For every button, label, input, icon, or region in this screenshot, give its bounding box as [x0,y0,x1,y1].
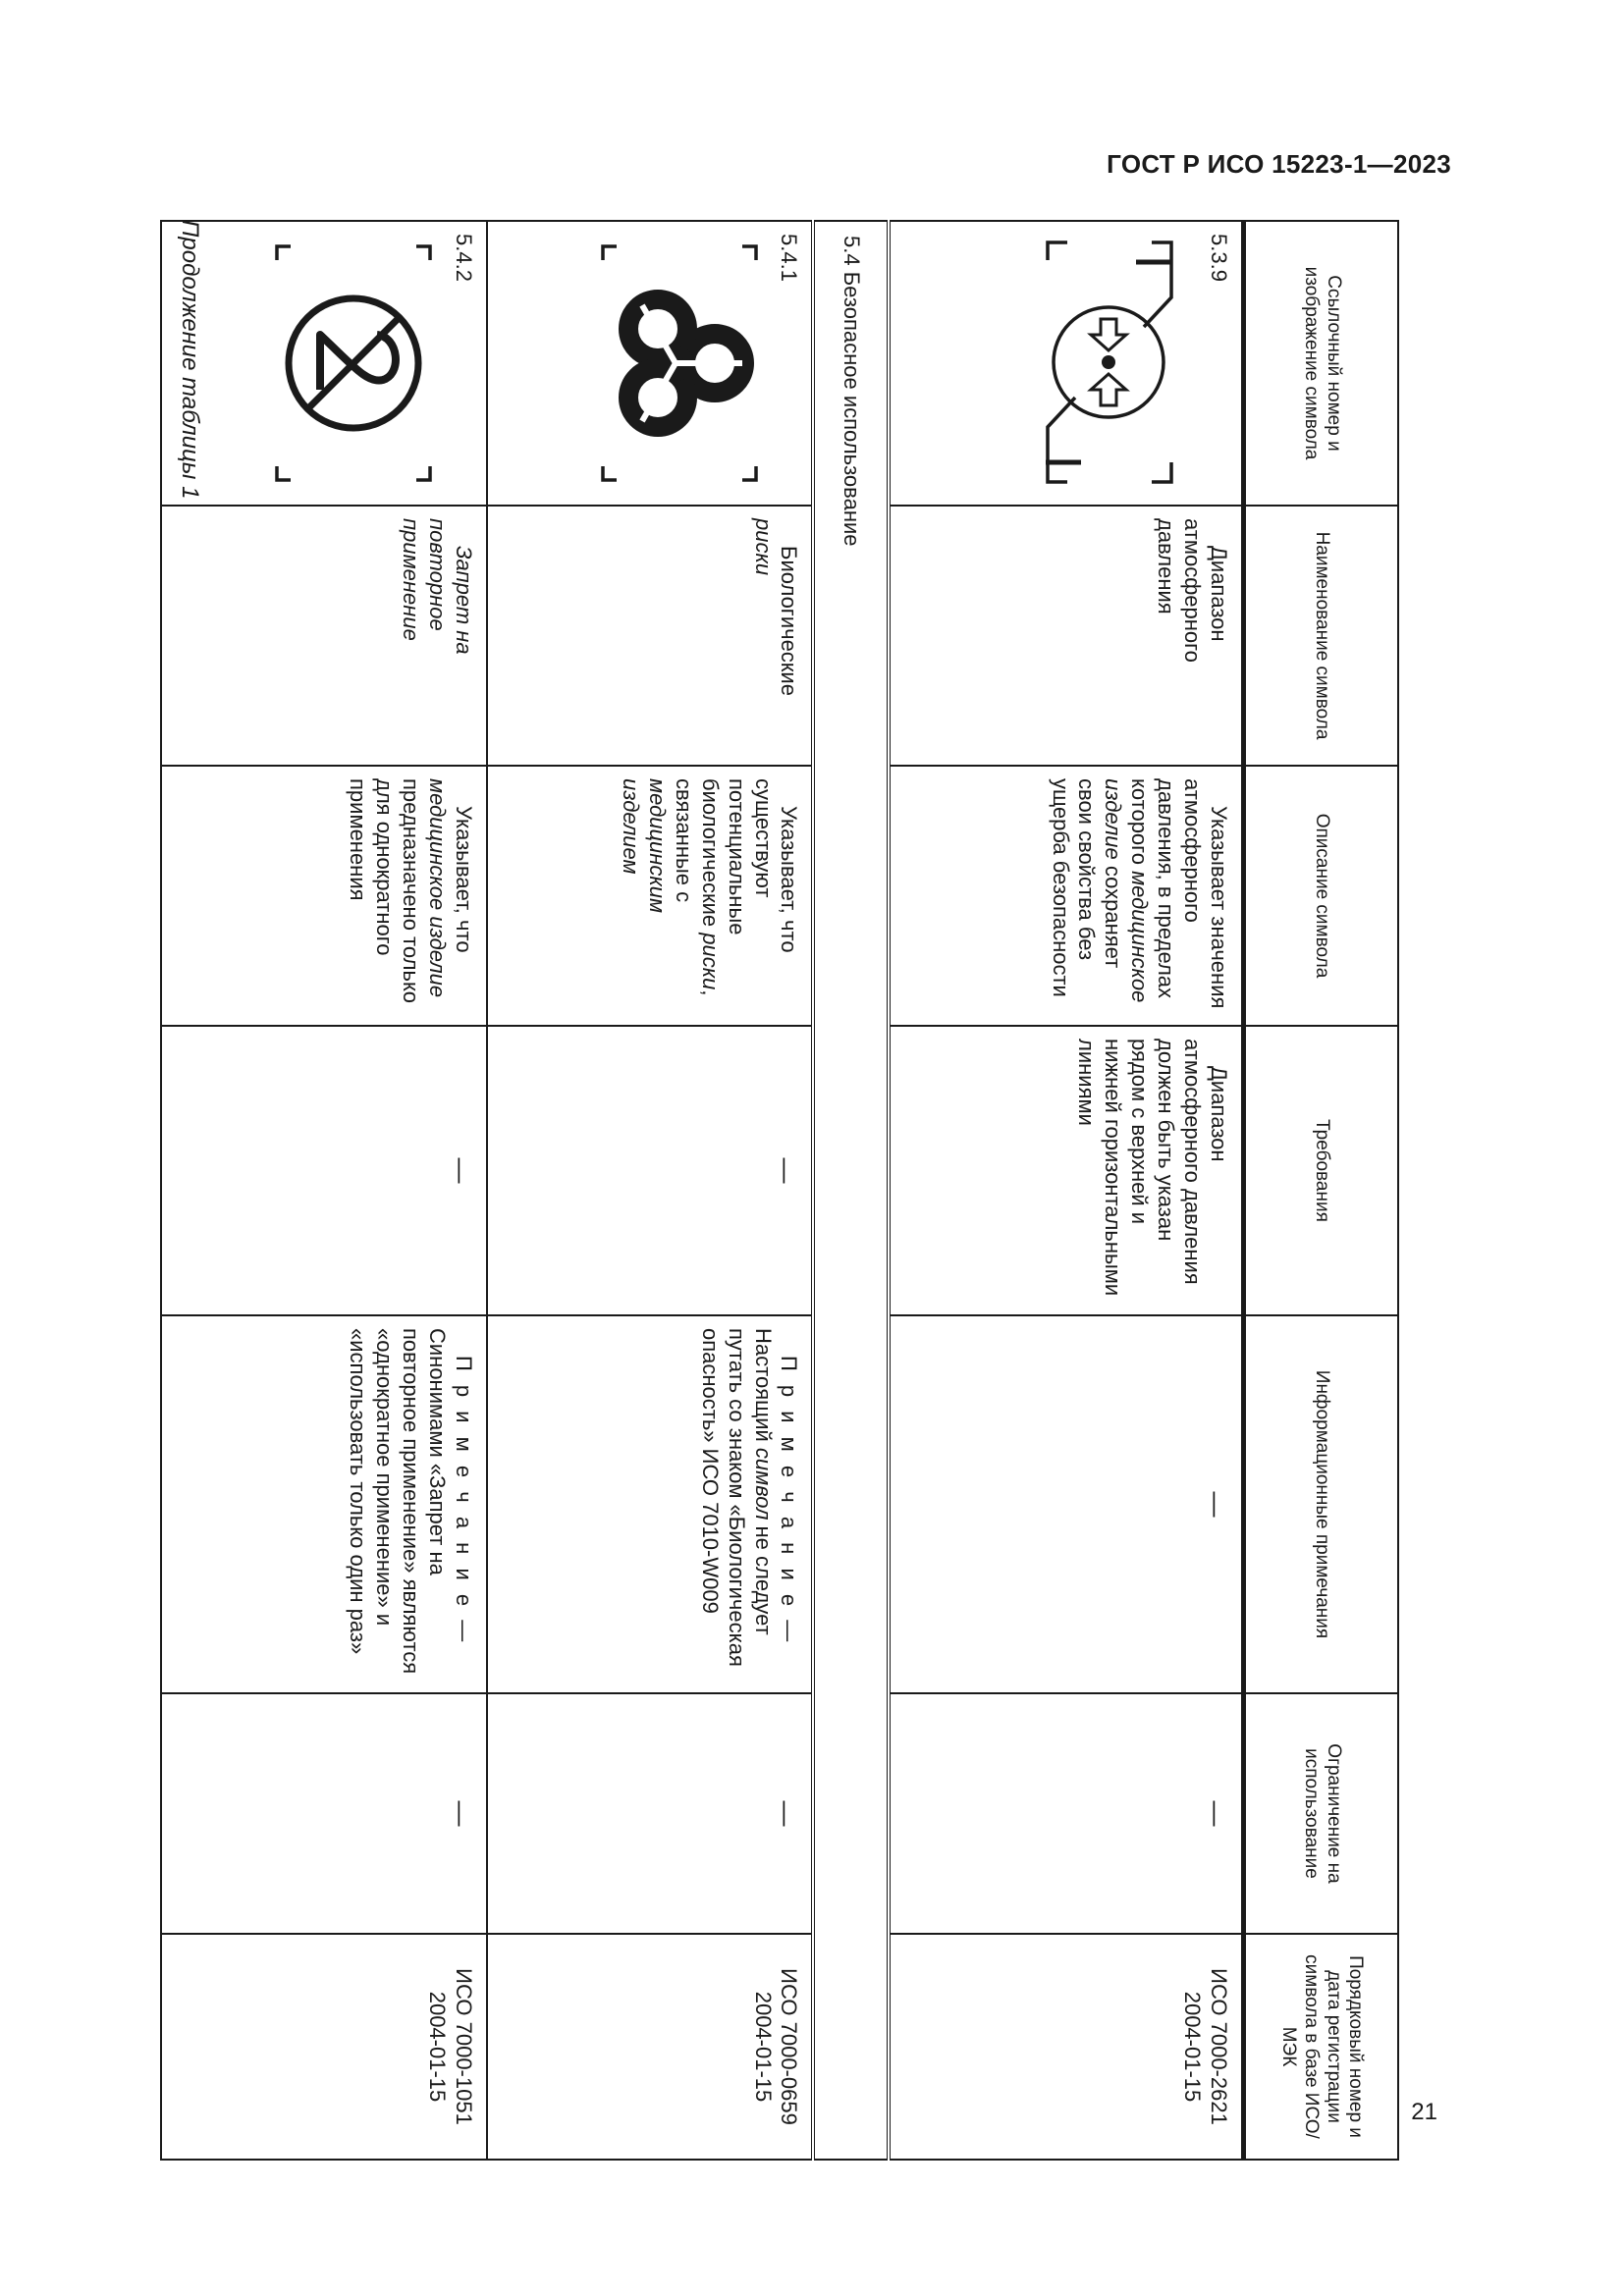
ref-number: 5.4.2 [451,234,476,282]
requirements-cell: Диапазон атмосферного давления должен быть указан рядом с верхней и нижней горизонтальными линиями [890,1026,1244,1315]
biohazard-icon [587,237,764,490]
symbols-table [160,220,1399,2161]
notes-cell: П р и м е ч а н и е — Настоящий символ не следует путать со знаком «Биологическая опасность» ИСО 7010-W009 [487,1315,814,1693]
col-header-requirements: Требования [1243,1026,1398,1315]
restriction-cell: — [890,1693,1244,1934]
ref-number: 5.3.9 [1206,234,1231,282]
requirements-cell: — [161,1026,487,1315]
section-row [813,221,889,2160]
registration-cell: ИСО 7000-1051 2004-01-15 [161,1934,487,2160]
symbol-name-cell: Диапазон атмосферного давления [890,506,1244,766]
ref-cell [161,221,487,506]
col-header-restriction: Ограничение на использование [1243,1693,1398,1934]
rotated-table-region [83,220,1399,2159]
ref-cell [890,221,1244,506]
symbol-name-cell: Биологические риски [487,506,814,766]
table-row [161,221,487,2160]
table-caption: Продолжение таблицы 1 [177,220,203,500]
table-row [890,221,1244,2160]
notes-cell: П р и м е ч а н и е — Синонимами «Запрет на повторное применение» являются «однократное применение» и «использовать только один раз» [161,1315,487,1693]
symbol-description-cell: Указывает значения атмосферного давления, в пределах которого медицинское изделие сохраняет свои свойства без ущерба безопасности [890,766,1244,1026]
col-header-name: Наименование символа [1243,506,1398,766]
symbol-description-cell: Указывает, что существуют потенциальные биологические риски, связанные с медицинским изделием [487,766,814,1026]
ref-cell [487,221,814,506]
col-header-description: Описание символа [1243,766,1398,1026]
registration-cell: ИСО 7000-2621 2004-01-15 [890,1934,1244,2160]
table-header-row [1243,221,1398,2160]
col-header-notes: Информационные примечания [1243,1315,1398,1693]
col-header-registration: Порядковый номер и дата регистрации символа в базе ИСО/МЭК [1243,1934,1398,2160]
notes-cell: — [890,1315,1244,1693]
page-number: 21 [1411,2099,1437,2125]
standard-header: ГОСТ Р ИСО 15223-1—2023 [1107,149,1451,179]
registration-cell: ИСО 7000-0659 2004-01-15 [487,1934,814,2160]
requirements-cell: — [487,1026,814,1315]
symbol-name-cell: Запрет на повторное применение [161,506,487,766]
symbol-description-cell: Указывает, что медицинское изделие предназначено только для однократного применения [161,766,487,1026]
restriction-cell: — [487,1693,814,1934]
restriction-cell: — [161,1693,487,1934]
atmospheric-pressure-range-icon [1016,237,1193,490]
do-not-reuse-icon [261,237,438,490]
section-title: 5.4 Безопасное использование [813,221,889,2160]
col-header-ref: Ссылочный номер и изображение символа [1243,221,1398,506]
ref-number: 5.4.1 [777,234,802,282]
table-row [487,221,814,2160]
